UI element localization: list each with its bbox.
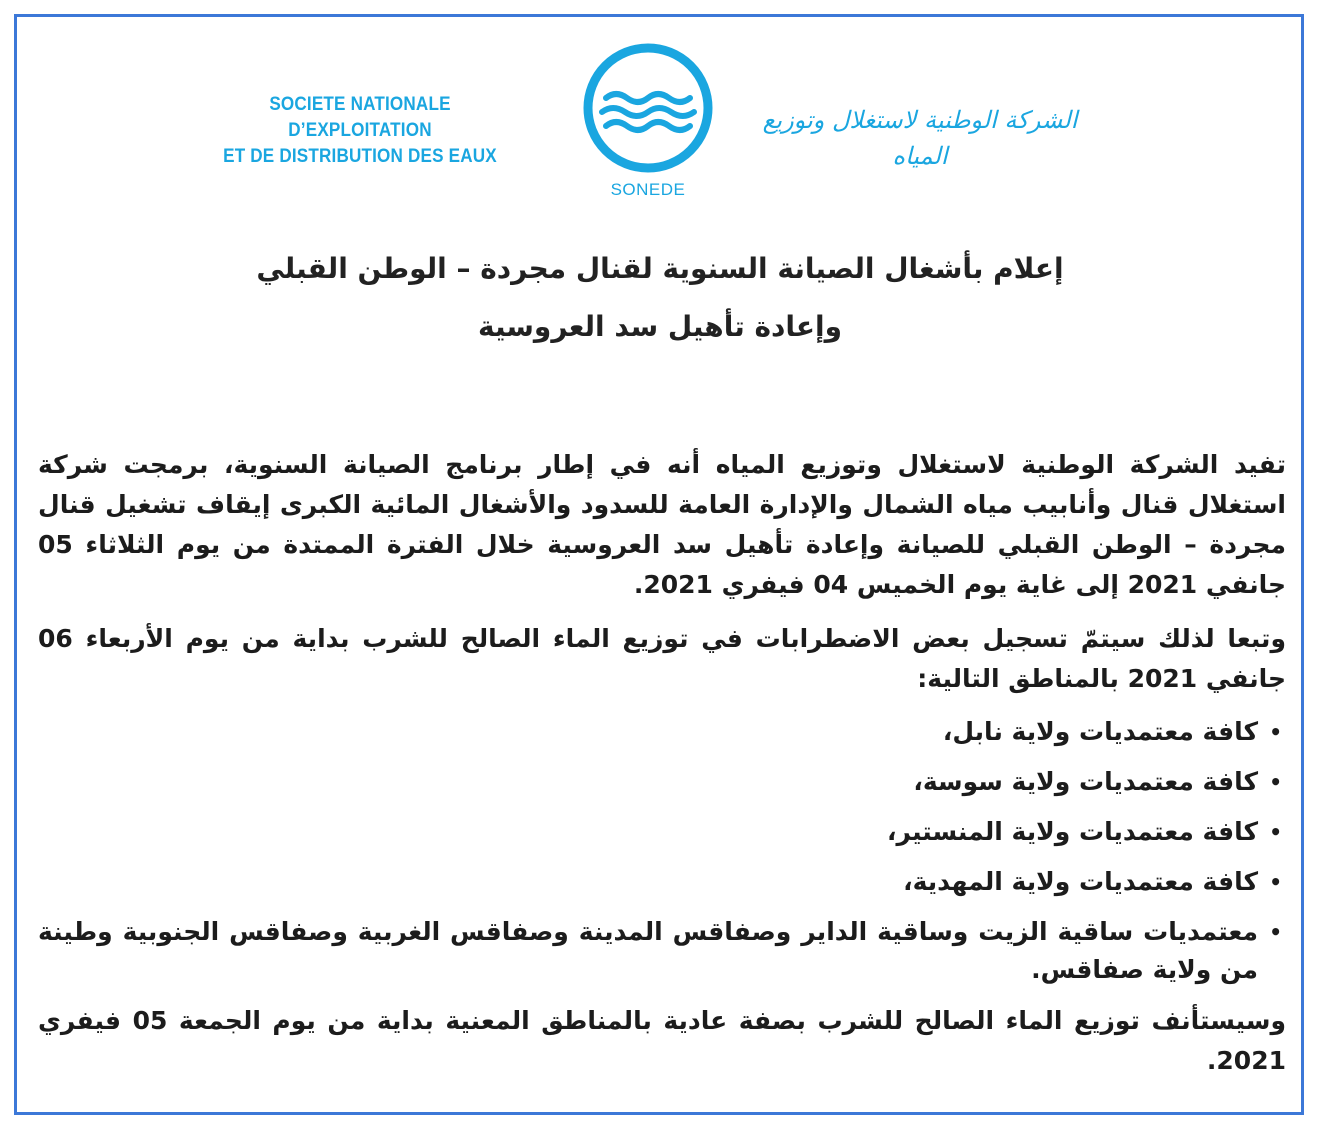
list-item: • معتمديات ساقية الزيت وساقية الداير وصفاقس المدينة وصفاقس الغربية وصفاقس الجنوبية وطينة من ولاية صفاقس. (38, 913, 1258, 989)
logo-caption: SONEDE (610, 180, 686, 199)
paragraph-disruptions: وتبعا لذلك سيتمّ تسجيل بعض الاضطرابات في توزيع الماء الصالح للشرب بداية من يوم الأربعاء 06 جانفي 2021 بالمناطق التالية: (38, 624, 1286, 693)
list-item: • كافة معتمديات ولاية المهدية، (38, 863, 1258, 901)
affected-areas-list (38, 713, 1286, 989)
company-name-french (216, 92, 504, 170)
title-line2: وإعادة تأهيل سد العروسية (477, 310, 843, 343)
list-item: • كافة معتمديات ولاية سوسة، (38, 763, 1258, 801)
paragraph-intro: تفيد الشركة الوطنية لاستغلال وتوزيع المياه أنه في إطار برنامج الصيانة السنوية، برمجت شركة استغلال قنال وأنابيب مياه الشمال والإدارة العامة للسدود والأشغال المائية الكبرى إيقاف تشغيل قنال مجردة – الوطن القبلي للصيانة وإعادة تأهيل سد العروسية خلال الفترة الممتدة من يوم الثلاثاء 05 جانفي 2021 إلى غاية يوم الخميس 04 فيفري 2021. (38, 450, 1286, 599)
letterhead (0, 40, 1323, 210)
list-item: • كافة معتمديات ولاية نابل، (38, 713, 1258, 751)
title-line1: إعلام بأشغال الصيانة السنوية لقنال مجردة – الوطن القبلي (256, 252, 1064, 285)
announcement-body (38, 445, 1286, 1095)
announcement-title (60, 240, 1260, 356)
sonede-logo (578, 40, 718, 205)
water-waves-icon (578, 40, 718, 180)
company-name-french-line2: ET DE DISTRIBUTION DES EAUX (223, 146, 497, 167)
list-item: • كافة معتمديات ولاية المنستير، (38, 813, 1258, 851)
company-name-arabic: الشركة الوطنية لاستغلال وتوزيع المياه (762, 106, 1078, 170)
paragraph-resumption: وسيستأنف توزيع الماء الصالح للشرب بصفة عادية بالمناطق المعنية بداية من يوم الجمعة 05 فيفري 2021. (38, 1006, 1286, 1075)
company-name-french-line1: SOCIETE NATIONALE D’EXPLOITATION (269, 94, 451, 141)
